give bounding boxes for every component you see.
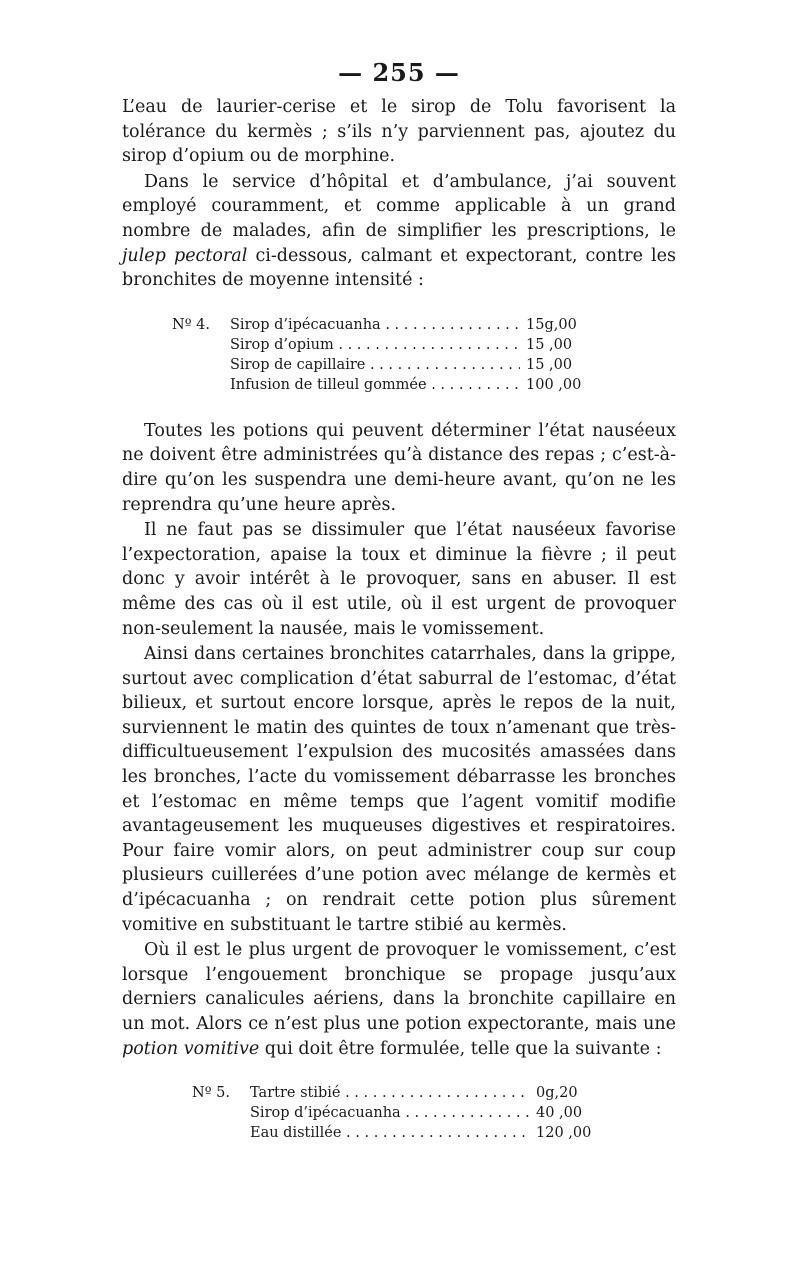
prescription-quantity: 15 ,00 [526, 336, 573, 353]
paragraph-potion-vomitive [122, 938, 676, 1061]
prescription-row [172, 355, 592, 375]
paragraph-text: Dans le service d’hôpital et d’ambulance, j’ai souvent employé couramment, et comme applicable à un grand nombre de malades, afin de simplifier les prescriptions, le [122, 171, 676, 241]
prescription-quantity: 120 ,00 [536, 1125, 592, 1142]
prescription-quantity: 100 ,00 [526, 376, 582, 393]
prescription-number: Nº 4. [172, 316, 210, 333]
prescription-drug: Tartre stibié . . . [250, 1083, 530, 1103]
prescription-row [172, 375, 592, 395]
page-number: — 255 — [338, 58, 460, 87]
paragraph-text: Où il est le plus urgent de provoquer le vomissement, c’est lorsque l’engouement bronchique se propage jusqu’aux derniers canalicules aériens, dans la bronchite capillaire en un mot. Alors ce n’est plus une potion expectorante, mais une [122, 940, 676, 1034]
book-page [122, 58, 676, 1167]
prescription-row [172, 335, 592, 355]
prescription-4 [122, 315, 592, 395]
prescription-quantity: 15 ,00 [526, 356, 573, 373]
prescription-quantity: 0g,20 [536, 1085, 578, 1102]
prescription-number: Nº 5. [192, 1085, 230, 1102]
emphasis-potion-vomitive: potion vomitive [122, 1038, 260, 1059]
paragraph-bronchites-catarrhales: Ainsi dans certaines bronchites catarrhales, dans la grippe, surtout avec complication d’état saburral de l’estomac, d’état bilieux, et surtout encore lorsque, après le repos de la nuit, surviennent le matin des quintes de toux n’amenant que très-difficultueusement l’expulsion des mucosités amassées dans les bronches, l’acte du vomissement débarrasse les bronches et l’estomac en même temps que l’agent vomitif modifie avantageusement les muqueuses digestives et respiratoires. Pour faire vomir alors, on peut administrer coup sur coup plusieurs cuillerées d’une potion avec mélange de kermès et d’ipécacuanha ; on rendrait cette potion plus sûrement vomitive en substituant le tartre stibié au kermès. [122, 644, 676, 935]
emphasis-julep-pectoral: julep pectoral [122, 245, 248, 266]
prescription-drug: Sirop d’ipécacuanha . . . [250, 1103, 530, 1123]
prescription-drug: Eau distillée . . . [250, 1123, 530, 1143]
paragraph-text: qui doit être formulée, telle que la suivante : [259, 1038, 662, 1059]
prescription-5 [122, 1083, 592, 1143]
paragraph-text: ci-dessous, calmant et expectorant, contre les bronchites de moyenne intensité : [122, 245, 676, 291]
prescription-row [192, 1123, 592, 1143]
paragraph-laurier-cerise: L’eau de laurier-cerise et le sirop de Tolu favorisent la tolérance du kermès ; s’ils n’y parviennent pas, ajoutez du sirop d’opium ou de morphine. [122, 97, 676, 167]
paragraph-expectoration: Il ne faut pas se dissimuler que l’état nauséeux favorise l’expectoration, apaise la toux et diminue la fièvre ; il peut donc y avoir intérêt à le provoquer, sans en abuser. Il est même des cas où il est utile, où il est urgent de provoquer non-seulement la nausée, mais le vomissement. [122, 520, 676, 639]
prescription-drug: Infusion de tilleul gommée . . . [230, 375, 520, 395]
prescription-drug: Sirop d’opium . . . [230, 335, 520, 355]
prescription-row [192, 1103, 592, 1123]
prescription-row [172, 315, 592, 335]
prescription-row [192, 1083, 592, 1103]
prescription-quantity: 40 ,00 [536, 1105, 583, 1122]
prescription-drug: Sirop de capillaire . . . [230, 355, 520, 375]
prescription-drug: Sirop d’ipécacuanha . . . [230, 315, 520, 335]
paragraph-potions-nauseeux: Toutes les potions qui peuvent déterminer l’état nauséeux ne doivent être administrées qu’à distance des repas ; c’est-à-dire qu’on les suspendra une demi-heure avant, qu’on ne les reprendra qu’une heure après. [122, 420, 676, 515]
paragraph-julep-pectoral [122, 170, 676, 293]
prescription-quantity: 15g,00 [526, 316, 577, 333]
